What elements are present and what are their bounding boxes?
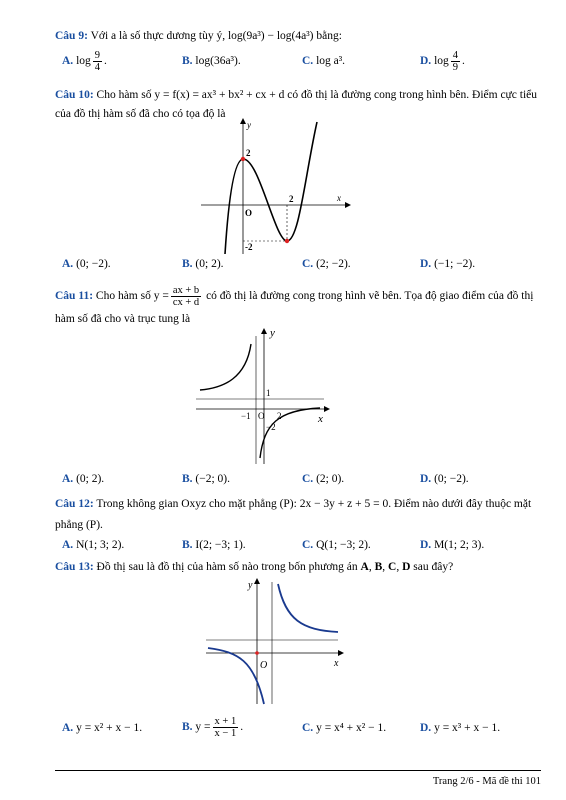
q10-option-b[interactable] <box>182 258 224 270</box>
option-label: A. <box>62 258 74 270</box>
fraction <box>93 50 102 73</box>
option-label: C. <box>302 258 314 270</box>
option-label: B. <box>182 721 193 734</box>
x-axis-arrow <box>324 406 330 412</box>
y-axis-arrow <box>240 118 246 124</box>
option-text: y = x⁴ + x² − 1. <box>316 722 387 734</box>
option-post: . <box>104 55 107 68</box>
option-pre: log <box>76 55 91 68</box>
q13-option-c[interactable] <box>302 722 386 734</box>
option-text: M(1; 2; 3). <box>434 539 485 551</box>
q11-question <box>55 284 533 308</box>
option-text: (0; −2). <box>76 258 111 270</box>
q11-option-b[interactable] <box>182 473 230 485</box>
q13-option-a[interactable] <box>62 722 142 734</box>
q12-option-b[interactable] <box>182 539 246 551</box>
fraction-num: 9 <box>94 50 101 61</box>
y-label: y <box>270 327 275 339</box>
fraction <box>213 716 239 739</box>
option-label: D. <box>420 258 432 270</box>
q10-option-d[interactable] <box>420 258 475 270</box>
q11-option-c[interactable] <box>302 473 344 485</box>
tick-label: -2 <box>245 242 253 252</box>
option-label: D. <box>420 55 432 68</box>
option-text: (0; 2). <box>195 258 224 270</box>
fraction-num: 4 <box>452 50 459 61</box>
option-text: (2; 0). <box>316 473 345 485</box>
fraction-num: x + 1 <box>214 716 237 727</box>
option-label: D. <box>420 539 432 551</box>
q12-head: Câu 12: <box>55 498 94 510</box>
q12-option-c[interactable] <box>302 539 371 551</box>
fraction-den: 4 <box>94 62 101 73</box>
q10-line1: Cho hàm số y = f(x) = ax³ + bx² + cx + d có đồ thị là đường cong trong hình bên. Điểm cực tiểu <box>96 89 538 101</box>
option-post: . <box>240 721 244 734</box>
footer-divider <box>55 770 541 771</box>
q13-option-b[interactable] <box>182 716 243 739</box>
origin-label: O <box>258 411 265 421</box>
tick-label: 1 <box>266 388 271 398</box>
option-text: log a³. <box>316 55 346 67</box>
q9-head: Câu 9: <box>55 30 88 42</box>
tick-label: 2 <box>277 411 282 421</box>
max-point <box>241 157 245 161</box>
option-text: (−2; 0). <box>195 473 231 485</box>
q13-text: sau đây? <box>410 561 454 573</box>
q11-option-a[interactable] <box>62 473 104 485</box>
option-pre: y = <box>195 721 211 734</box>
q10-head: Câu 10: <box>55 89 94 101</box>
option-post: . <box>462 55 465 68</box>
q12-option-d[interactable] <box>420 539 484 551</box>
hyperbola-branch-right <box>278 584 338 632</box>
fraction-den: cx + d <box>172 296 200 308</box>
q11-option-d[interactable] <box>420 473 469 485</box>
origin-point <box>255 651 259 655</box>
option-label: C. <box>302 539 314 551</box>
hyperbola-branch-left <box>200 344 251 390</box>
hyperbola-branch-left <box>208 648 264 704</box>
page-footer: Trang 2/6 - Mã đề thi 101 <box>432 776 541 787</box>
option-text: N(1; 3; 2). <box>76 539 125 551</box>
q12-option-a[interactable] <box>62 539 124 551</box>
q9-option-d[interactable] <box>420 50 465 73</box>
option-text: (−1; −2). <box>434 258 476 270</box>
origin-label: O <box>260 660 268 671</box>
option-label: D. <box>420 473 432 485</box>
x-axis-arrow <box>345 202 351 208</box>
min-point <box>285 239 289 243</box>
option-text: (2; −2). <box>316 258 351 270</box>
option-label: B. <box>182 55 193 67</box>
option-text: (0; −2). <box>434 473 469 485</box>
q11-line2: hàm số đã cho và trục tung là <box>55 313 191 325</box>
origin-label: O <box>245 208 253 218</box>
option-label: A. <box>62 473 74 485</box>
q10-option-c[interactable] <box>302 258 351 270</box>
fraction-num: ax + b <box>172 284 200 296</box>
q13-graph <box>198 574 348 708</box>
y-label: y <box>247 120 251 130</box>
tick-label: −2 <box>266 422 276 432</box>
q13-text: Đồ thị sau là đồ thị của hàm số nào trong bốn phương án <box>96 561 361 573</box>
q11-graph <box>194 326 334 466</box>
option-label: C. <box>302 722 314 734</box>
q9-option-c[interactable] <box>302 55 345 67</box>
option-label: C. <box>302 55 314 67</box>
tick-label: 2 <box>289 194 294 204</box>
q9-text: Với a là số thực dương tùy ý, log(9a³) − log(4a³) bằng: <box>90 30 342 42</box>
option-text: Q(1; −3; 2). <box>316 539 371 551</box>
option-label: D. <box>420 722 432 734</box>
fraction <box>451 50 460 73</box>
option-text: log(36a³). <box>195 55 241 67</box>
fraction <box>171 285 201 308</box>
fraction-den: 9 <box>452 62 459 73</box>
option-label: A. <box>62 722 74 734</box>
q13-sep: , <box>382 561 389 573</box>
q10-line2: của đồ thị hàm số đã cho có tọa độ là <box>55 108 226 120</box>
q10-graph <box>193 116 355 258</box>
y-label: y <box>248 580 253 591</box>
fraction-den: x − 1 <box>214 728 237 739</box>
hyperbola-branch-right <box>260 408 320 458</box>
q13-head: Câu 13: <box>55 561 94 573</box>
q9-question <box>55 27 342 45</box>
y-axis-arrow <box>261 328 267 334</box>
q13-bold: A <box>360 561 369 573</box>
option-text: (0; 2). <box>76 473 105 485</box>
q12-line2: phẳng (P). <box>55 519 103 531</box>
q13-bold: D <box>402 561 411 573</box>
q12-question <box>55 495 531 513</box>
option-pre: log <box>434 55 449 68</box>
q11-head: Câu 11: <box>55 290 94 302</box>
q11-post: có đồ thị là đường cong trong hình vẽ bên. Tọa độ giao điểm của đồ thị <box>203 290 534 302</box>
q10-question <box>55 86 537 104</box>
option-text: I(2; −3; 1). <box>195 539 246 551</box>
x-axis-arrow <box>338 650 344 656</box>
q13-sep: , <box>396 561 403 573</box>
q10-option-a[interactable] <box>62 258 111 270</box>
option-text: y = x² + x − 1. <box>76 722 143 734</box>
q13-sep: , <box>368 561 375 573</box>
x-label: x <box>334 658 339 669</box>
q13-option-d[interactable] <box>420 722 500 734</box>
q13-bold: C <box>388 561 397 573</box>
q12-line1: Trong không gian Oxyz cho mặt phẳng (P): 2x − 3y + z + 5 = 0. Điểm nào dưới đây thuộc mặt <box>96 498 532 510</box>
q9-option-a[interactable] <box>62 50 107 73</box>
q13-bold: B <box>374 561 383 573</box>
option-text: y = x³ + x − 1. <box>434 722 501 734</box>
option-label: B. <box>182 473 193 485</box>
option-label: B. <box>182 258 193 270</box>
option-label: A. <box>62 55 74 68</box>
y-axis-arrow <box>254 578 260 584</box>
cubic-curve <box>225 122 317 254</box>
tick-label: 2 <box>246 148 251 158</box>
option-label: B. <box>182 539 193 551</box>
tick-label: −1 <box>241 411 251 421</box>
option-label: C. <box>302 473 314 485</box>
x-label: x <box>318 413 323 425</box>
option-label: A. <box>62 539 74 551</box>
q11-pre: Cho hàm số y = <box>95 290 169 302</box>
q9-option-b[interactable] <box>182 55 241 67</box>
x-label: x <box>337 193 341 203</box>
